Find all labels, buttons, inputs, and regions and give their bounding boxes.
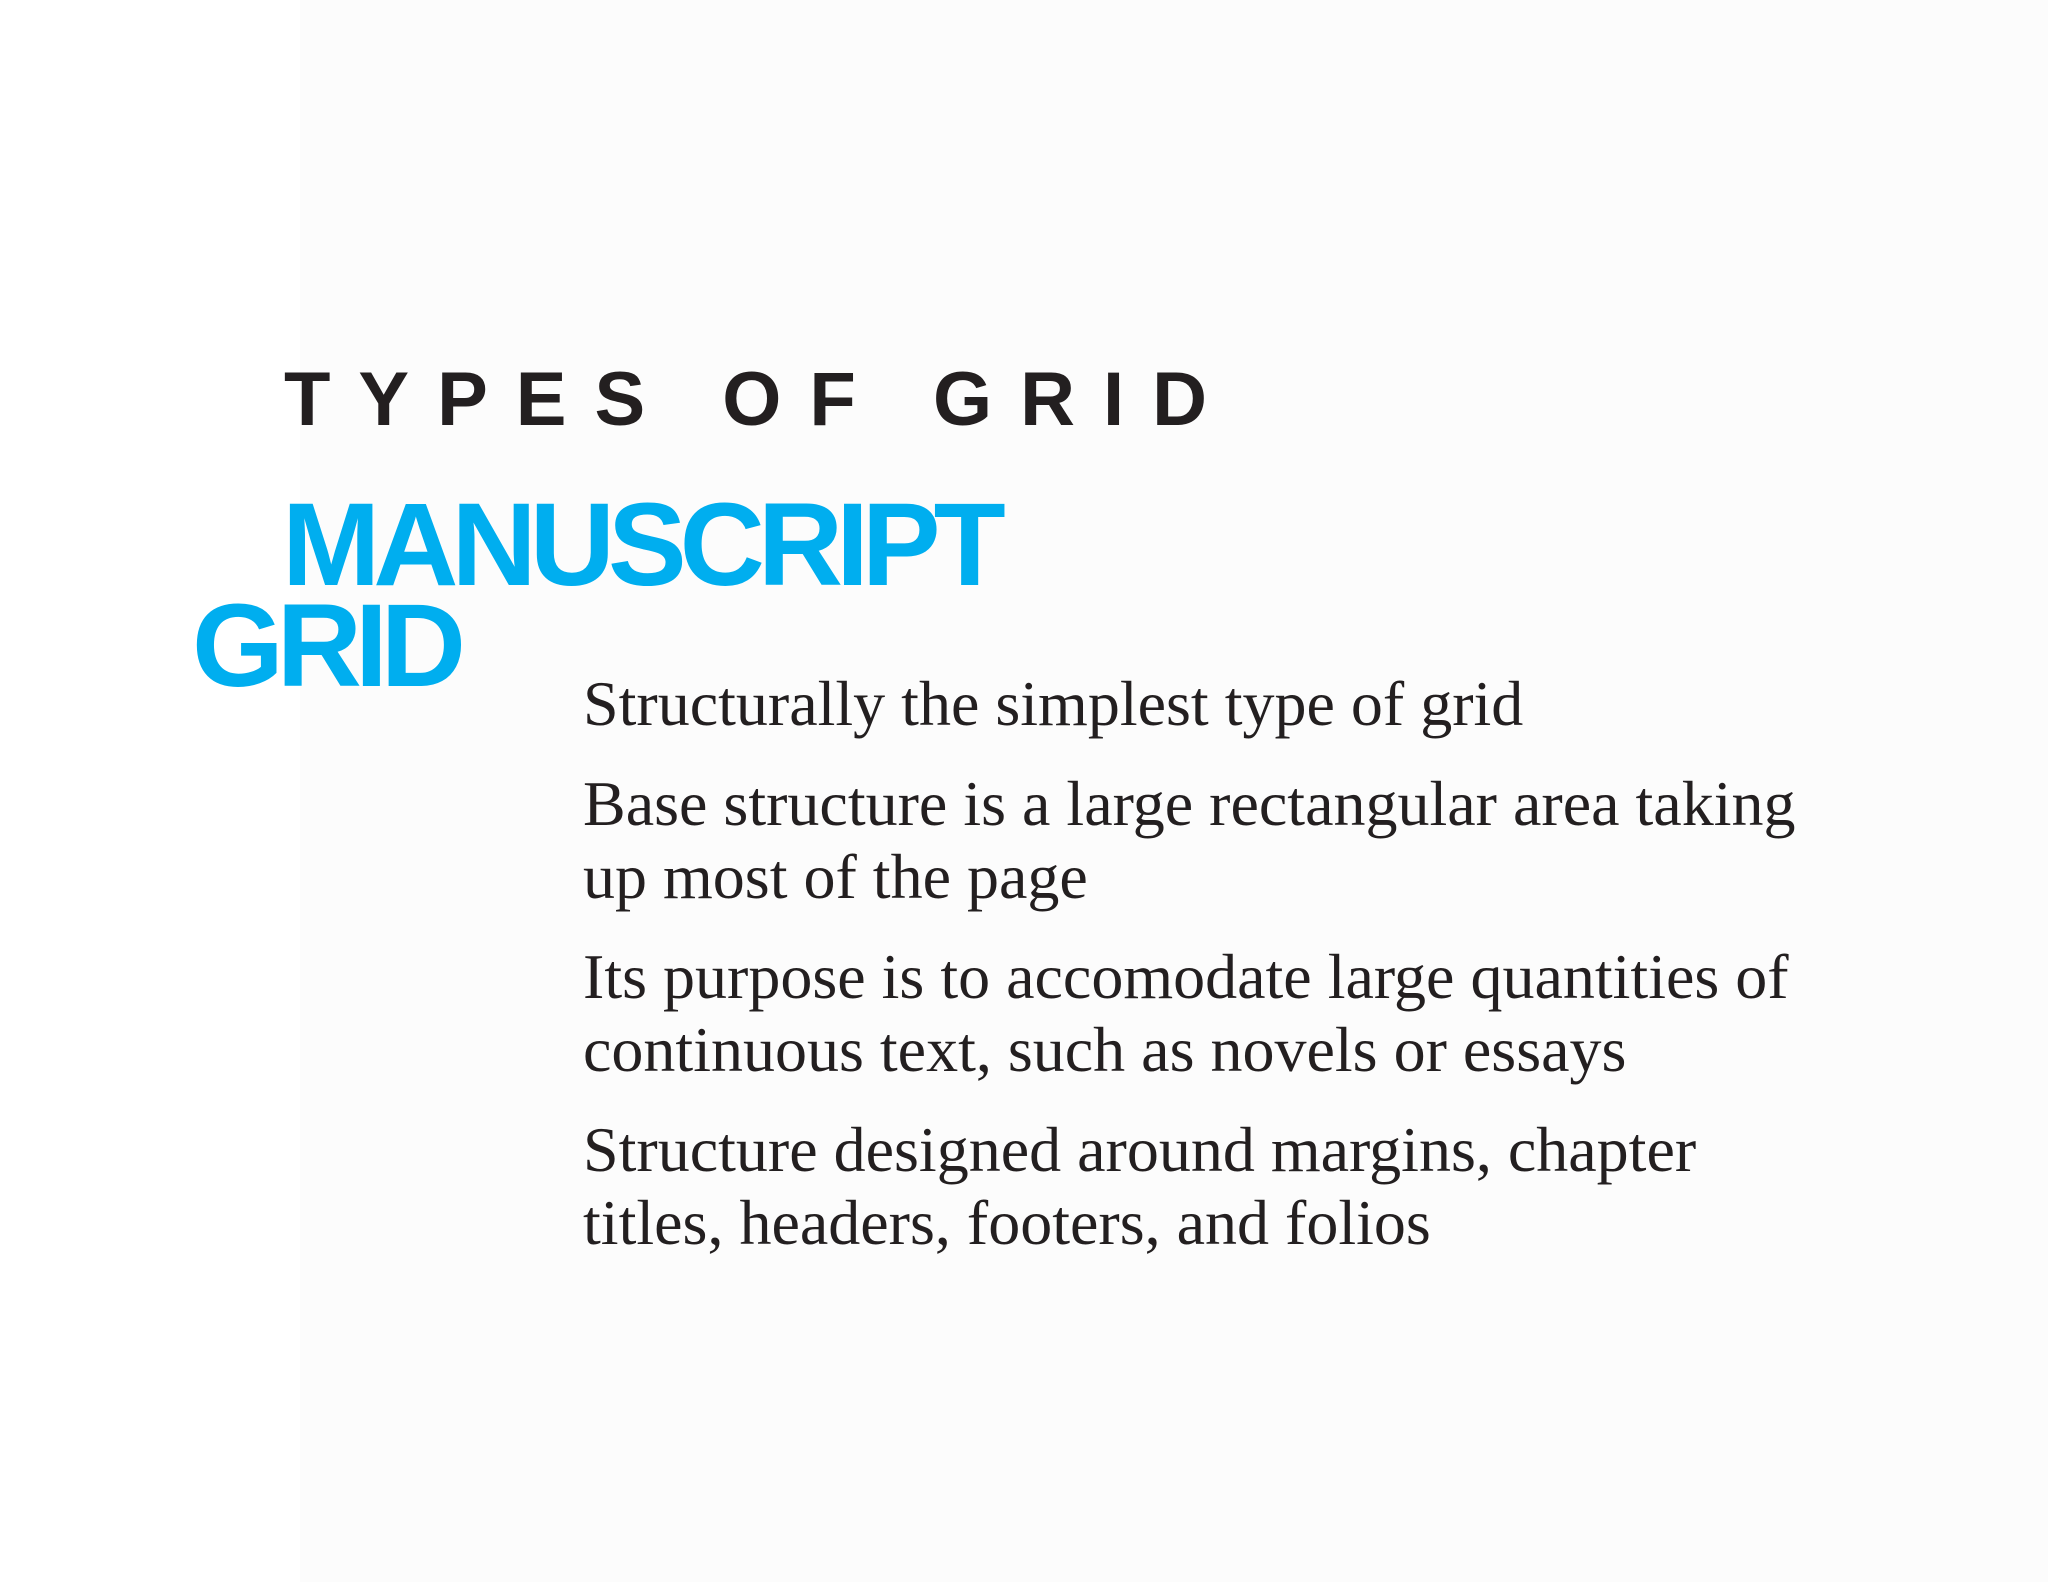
list-item: Base structure is a large rectangular area taking up most of the page [583, 768, 1796, 912]
list-item: Structure designed around margins, chapter titles, headers, footers, and folios [583, 1114, 1697, 1258]
list-item: Structurally the simplest type of grid [583, 668, 1524, 739]
slide-title-line-1: MANUSCRIPT [282, 479, 999, 611]
slide-title-line-2: GRID [192, 580, 459, 712]
section-kicker: TYPES OF GRID [284, 357, 1235, 442]
bullet-list [583, 667, 1803, 1286]
list-item: Its purpose is to accomodate large quantities of continuous text, such as novels or essays [583, 941, 1789, 1085]
